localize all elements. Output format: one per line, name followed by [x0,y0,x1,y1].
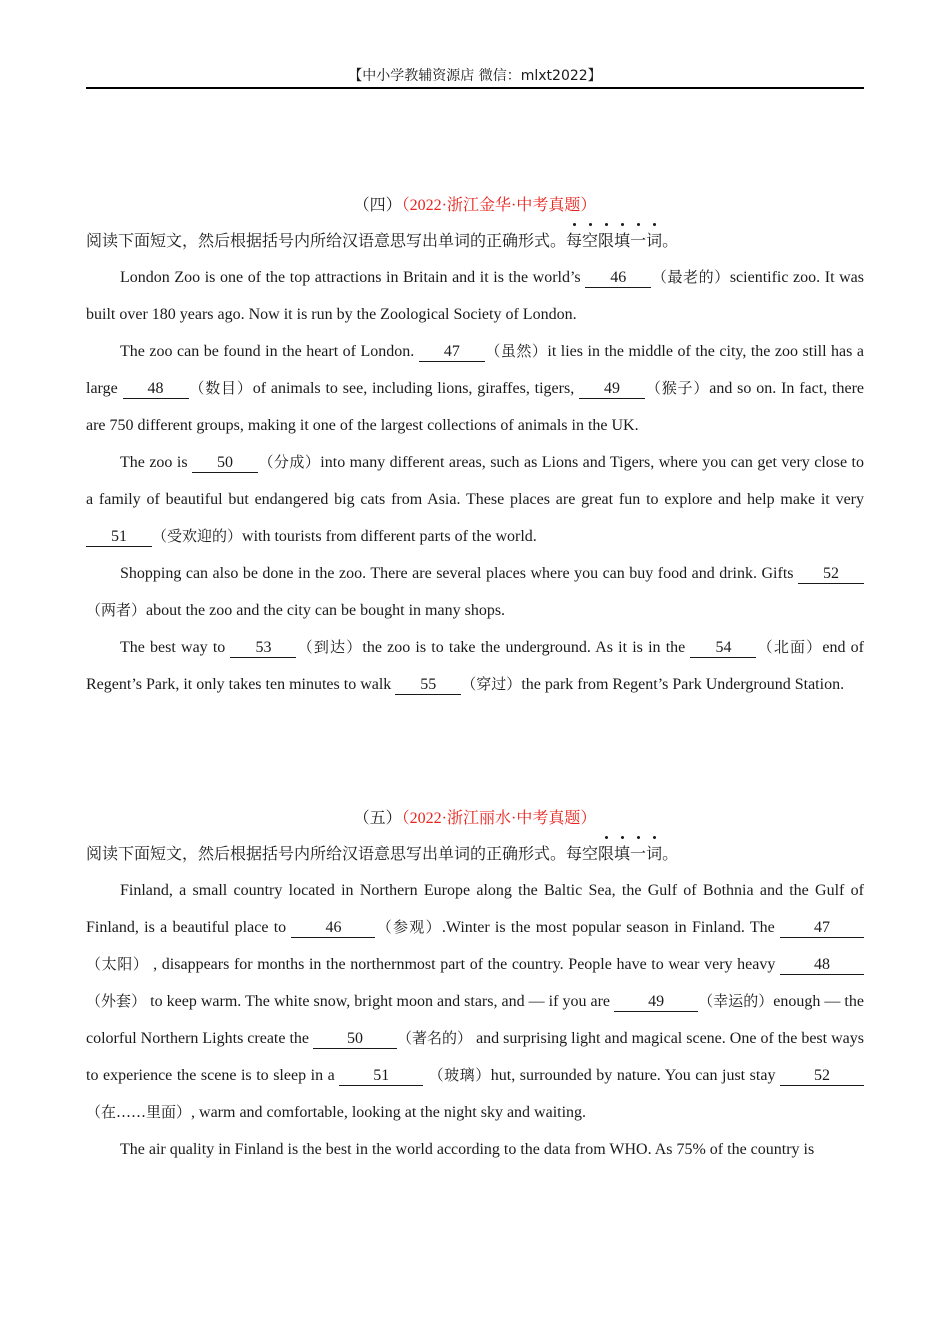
blank-50[interactable]: 50 [192,454,258,473]
hint: （最老的） [651,268,730,286]
text: and so on. In fact, there are 750 different groups, making it one of the largest collections of animals in the UK. [86,380,865,434]
section-4 [86,194,864,703]
text: and surprising light and magical scene. One of the best ways to experience the scene is to sleep in a [86,1030,864,1084]
text: the park from Regent’s Park Underground Station. [521,676,845,693]
emphasis-char: 填 [614,229,630,255]
blank-48[interactable]: 48 [123,380,189,399]
text: .Winter is the most popular season in Finland. The [441,919,780,936]
text: , disappears for months in the northernmost part of the country. People have to wear very heavy [148,956,780,973]
hint: （北面） [756,638,823,656]
hint: （穿过） [461,675,522,693]
emphasis-char: 词 [646,842,662,868]
hint: （数目） [188,379,253,397]
text: the zoo is to take the underground. As it is in the [362,639,691,656]
hint: （外套） [86,992,147,1010]
blank-46[interactable]: 46 [291,919,375,938]
instruction-text: 阅读下面短文，然后根据括号内所给汉语意思写出单词的正确形式。 [86,233,567,250]
blank-51[interactable]: 51 [86,528,152,547]
hint: （太阳） [86,955,149,973]
section-4-instruction [86,229,864,259]
blank-47[interactable]: 47 [780,919,864,938]
blank-55[interactable]: 55 [395,676,461,695]
section-5-title [86,807,864,831]
section-5-label: （五） [353,810,402,827]
emphasis-char: 空 [582,229,598,255]
blank-46[interactable]: 46 [585,269,651,288]
header-divider [86,87,864,89]
hint: （幸运的） [698,992,774,1010]
blank-53[interactable]: 53 [230,639,296,658]
emphasis-char: 词 [646,229,662,255]
emphasis-char: 限 [598,229,614,255]
hint: （分成） [258,453,321,471]
section-5-source: （2022·浙江丽水·中考真题） [401,810,597,827]
text: to keep warm. The white snow, bright moon and stars, and — if you are [146,993,615,1010]
blank-51[interactable]: 51 [339,1067,423,1086]
text: The zoo can be found in the heart of London. [120,343,419,360]
blank-50[interactable]: 50 [313,1030,397,1049]
hint: （在……里面） [86,1103,192,1121]
paragraph [86,259,864,333]
text: London Zoo is one of the top attractions in Britain and it is the world’s [120,269,586,286]
blank-47[interactable]: 47 [419,343,485,362]
paragraph [86,1131,864,1168]
paragraph [86,555,864,629]
hint: （玻璃） [423,1066,491,1084]
emphasis-char: 填 [614,842,630,868]
text: The air quality in Finland is the best in the world according to the data from WHO. As 75% of the country is [120,1141,815,1158]
blank-48[interactable]: 48 [780,956,864,975]
paragraph [86,333,864,444]
paragraph [86,629,864,703]
emphasis-char: 一 [630,229,646,255]
emphasis-char: 限 [598,842,614,868]
section-5-instruction [86,842,864,872]
section-4-label: （四） [353,197,402,214]
emphasis-char: 一 [630,842,646,868]
section-4-source: （2022·浙江金华·中考真题） [401,197,597,214]
text: of animals to see, including lions, giraffes, tigers, [252,380,580,397]
text: Shopping can also be done in the zoo. There are several places where you can buy food and drink. Gifts [120,565,798,582]
text: , warm and comfortable, looking at the night sky and waiting. [191,1104,587,1121]
paragraph [86,444,864,555]
hint: （到达） [296,638,363,656]
blank-52[interactable]: 52 [780,1067,864,1086]
blank-49[interactable]: 49 [614,993,698,1012]
section-5 [86,807,864,1168]
hint: （参观） [375,918,442,936]
text: enough — the colorful Northern Lights create the [86,993,864,1047]
text: with tourists from different parts of the world. [242,528,537,545]
hint: （著名的） [397,1029,473,1047]
hint: （猴子） [645,379,710,397]
section-4-title [86,194,864,218]
hint: （受欢迎的） [152,527,243,545]
text: it lies in the middle of the city, the zoo still has a large [86,343,864,397]
hint: （虽然） [484,342,548,360]
text: The best way to [120,639,231,656]
text: Finland, a small country located in Northern Europe along the Baltic Sea, the Gulf of Bothnia and the Gulf of Finland, is a beautiful place to [86,882,864,936]
text: scientific zoo. It was built over 180 years ago. Now it is run by the Zoological Society of London. [86,269,865,323]
page-header: 【中小学教辅资源店 微信：mlxt2022】 [348,68,602,84]
instruction-text: 。 [662,233,679,250]
text: hut, surrounded by nature. You can just stay [490,1067,780,1084]
blank-54[interactable]: 54 [690,639,756,658]
paragraph [86,872,864,1131]
text: about the zoo and the city can be bought in many shops. [146,602,506,619]
instruction-text: 。 [662,846,679,863]
text: end of Regent’s Park, it only takes ten minutes to walk [86,639,864,693]
hint: （两者） [86,601,147,619]
instruction-text: 阅读下面短文，然后根据括号内所给汉语意思写出单词的正确形式。每空 [86,846,599,863]
emphasis-char: 每 [566,229,582,255]
text: into many different areas, such as Lions and Tigers, where you can get very close to a family of beautiful but endangered big cats from Asia. These places are great fun to explore and help make it very [86,454,864,508]
text: The zoo is [120,454,193,471]
blank-49[interactable]: 49 [579,380,645,399]
blank-52[interactable]: 52 [798,565,864,584]
